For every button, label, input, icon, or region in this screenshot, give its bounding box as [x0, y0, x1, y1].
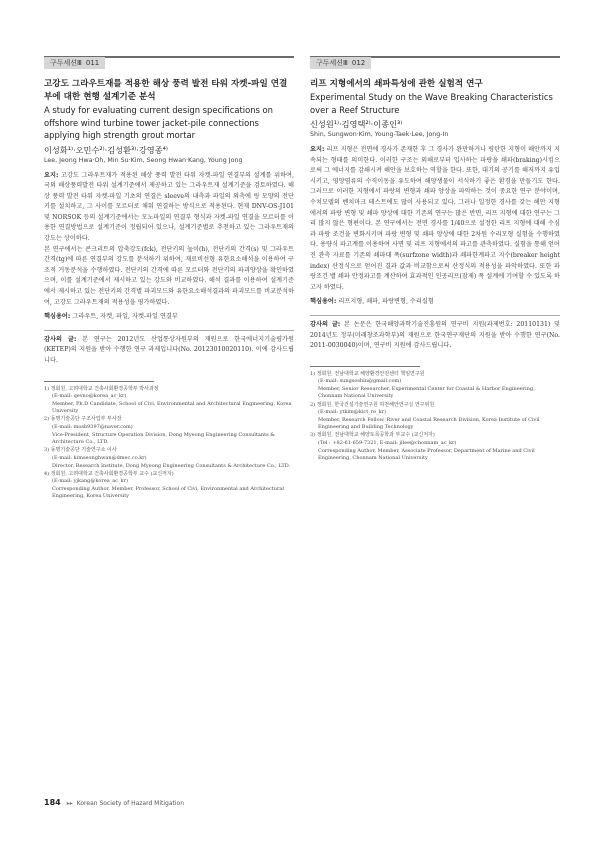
acknowledgement-text: 본 논문은 한국해양과학기술진흥원의 연구비 지원(과제번호: 20110131) 및 2014년도 정부(미래창조과학부)의 재원으로 한국연구재단의 지원을 받아 수행한 연구(No. 2011-0030040)이며, 연구비 지원에 감사드립니다.	[310, 320, 560, 350]
session-header-bar	[44, 56, 294, 70]
footnote-line: (E-mail: ytkim@kict_re_kr)	[318, 409, 386, 416]
footnote-heading: 3) 정회원, 전남대학교 해양토목공학과 부교수 (교신저자)	[310, 432, 435, 439]
acknowledgement-label: 감사의 글:	[310, 320, 341, 328]
acknowledgement	[310, 320, 560, 352]
footnote-line: Member, Research Fellow, River and Coastal Research Division, Korea Institute of Civil Engineering and Building Technology	[318, 416, 540, 431]
abstract-text-1: 고강도 그라우트재가 적용된 해상 풍력 발전 타워 자켓-파일 연결부의 설계를 위하여, 국외 해상풍력발전 타워 설계기준에서 제공하고 있는 그라우트재 설계기준을 검토하였다. 해상 풍력 발전 타워 자켓-파일 기초의 연결은 sleeve의 내측과 파일의 외측에 링 모양의 전단키를 설치하고, 그 사이를 모르터로 채워 연결하는 방식으로 적용된다. 현재 DNV-OS-J101 및 NORSOK 등의 설계기준에서는 모노파일의 연결부 형식과 자켓-파일 연결을 모르터를 이용한 연결방법으로 설계기준이 정립되어 있으나, 설계기준별로 추천하고 있는 그라우트재의 강도는 상이하다.	[44, 171, 294, 243]
session-number: 011	[85, 59, 100, 67]
right-column	[310, 56, 560, 463]
divider	[310, 315, 560, 316]
footnote-separator	[44, 381, 154, 382]
keywords-line	[310, 297, 560, 308]
keywords-text: 그라우트, 자켓, 파일, 자켓-파일 연결부	[70, 313, 178, 321]
footnote-line: Member, Ph.D Candidate, School of Civi, Environmental and Architectural Engineering, Korea University	[52, 400, 292, 415]
footnote-line: (E-mail: sungsoshin@gmail.com)	[318, 378, 402, 385]
footnote-separator	[310, 366, 420, 367]
paper-title-korean: 리프 지형에서의 쇄파특성에 관한 실험적 연구	[310, 79, 483, 89]
session-number: 012	[351, 59, 366, 67]
keywords-text: 리프지형, 쇄파, 파랑변형, 수리실험	[336, 298, 434, 306]
page-footer	[44, 790, 560, 806]
abstract-paragraph-2: 본 연구에서는 콘크리트의 압축강도(fck), 전단키의 높이(h), 전단키의 간격(s) 및 그라우트 간격(tg)에 따른 연결부의 강도를 분석하기 위하여, 재료비선형 유한요소해석을 이용하여 구조적 거동분석을 수행하였다. 전단키의 간격에 따른 모르터와 전단키의 파괴양상을 확인하였으며, 이를 설계기준에서 제시하고 있는 강도와 비교하였다. 해석 결과를 이용하여 설계기준에서 제시하고 있는 전단키의 간격별 파괴모드와 유한요소해석결과의 파괴모드를 비교분석하여, 고강도 그라우트재의 적용성을 평가하였다.	[44, 245, 294, 306]
left-column	[44, 56, 294, 502]
session-tag	[310, 57, 371, 69]
acknowledgement-label: 감사의 글:	[44, 335, 77, 343]
footnotes	[310, 371, 560, 463]
keywords-line	[44, 312, 294, 323]
paper-title-english: Experimental Study on the Wave Breaking Characteristics over a Reef Structure	[310, 92, 553, 115]
footnote-heading: 2) 정회원, 한국건설기술연구원 하천해안연구실 연구위원	[310, 401, 435, 408]
footnote	[44, 447, 294, 470]
footnote-heading: 4) 정회원, 고려대학교 건축사회환경공학부 교수 (교신저자)	[44, 470, 174, 477]
authors-english: Lee, Jeong Hwa·Oh, Min Su·Kim, Seong Hwan·Kang, Young Jong	[44, 156, 243, 164]
footnote-line: (Tel : +82-61-659-7321, E-mail: jilee@chonnam_ac_kr)	[318, 440, 457, 447]
footnote-line: Corresponding Author, Member, Associate Professor, Department of Marine and Civil Engineering, Chonnam National University	[318, 447, 535, 462]
acknowledgement-text: 본 연구는 2012년도 산업통상자원부의 재원으로 한국에너지기술평가원(KETEP)의 지원을 받아 수행한 연구 과제입니다(No. 20123010020110). 이에 감사드립니다.	[44, 335, 295, 364]
footnote-heading: 1) 정회원, 고려대학교 건축사회환경공학부 박사과정	[44, 385, 159, 392]
footnote-line: (E-mail: mosb9397@naver.com)	[52, 424, 133, 431]
footnote-line: Director, Research Institute, Dong Myeong Engineering Consultants & Architecture Co., LTD.	[52, 462, 291, 469]
abstract-label: 요지:	[310, 146, 325, 153]
footnote-heading: 2) 동명기술공단 구조사업부 부사장	[44, 416, 122, 423]
paper-title-korean: 고강도 그라우트재를 적용한 해상 풍력 발전 타워 자켓-파일 연결부에 대한 현행 설계기준 분석	[44, 79, 288, 102]
keywords-label: 핵심용어:	[44, 313, 71, 321]
footnote	[44, 471, 294, 501]
session-header-bar	[310, 56, 560, 70]
divider	[44, 330, 294, 331]
footnote-line: Member, Senior Researcher, Experimental Center for Coastal & Harbor Engineering, Chonnam National University	[318, 385, 535, 400]
paper-title-english: A study for evaluating current design specifications on offshore wind turbine tower jacket-pile connections applying high strength grout mortar	[44, 105, 273, 140]
abstract-label: 요지:	[44, 171, 59, 179]
footnotes	[44, 386, 294, 501]
session-tag	[44, 57, 105, 69]
keywords-label: 핵심용어:	[310, 298, 337, 306]
footnote-heading: 3) 동명기술공단 기술연구소 이사	[44, 447, 117, 454]
footnote	[310, 402, 560, 432]
footnote-line: (E-mail: kimseonghwan@dmec.co.kr)	[52, 454, 147, 461]
footnote	[44, 386, 294, 416]
footnote-line: (E-mail: yjkang@korea_ac_kr)	[52, 478, 128, 485]
footnote-line: (E-mail: qevno@korea_ac_kr)	[52, 393, 127, 400]
footnote	[44, 416, 294, 446]
session-label: 구두세션Ⅲ	[50, 59, 82, 67]
page-number: 184	[44, 798, 61, 807]
footnote-line: Vice-President, Structure Operation Division, Dong Myeong Engineering Consultants & Architecture Co., LTD.	[52, 431, 275, 446]
abstract-text-1: 리프 지형은 전면에 경사가 존재한 후 그 경사가 완만하거나 평탄한 지형이 해안까지 지속되는 형태를 의미한다. 이러한 구조는 외해로부터 입사하는 파랑을 쇄파(braking)시킴으로써 그 에너지를 감쇄시켜 해안을 보호하는 역할을 한다. 또한, 대기의 공기를 해저까지 유입시키고, 영양염류의 수직이동을 유도하여 해양생물이 서식하기 좋은 환경을 만들기도 한다. 그러므로 이러한 지형에서 파랑의 변형과 쇄파 양상을 파악하는 것이 중요한 연구 분야이며, 수치모델의 벤치마크 테스트에도 많이 사용되고 있다. 그러나 일정한 경사를 갖는 해안 지형에서의 파랑 변형 및 쇄파 양상에 대한 기존의 연구는 많은 반면, 리프 지형에 대한 연구는 그리 많지 않은 형편이다. 본 연구에서는 전면 경사를 1/40으로 설정한 리프 지형에 대해 수심과 파랑 조건을 변화시키며 파랑 변형 및 쇄파 양상에 대한 2차원 수리모형 실험을 수행하였다. 용량식 파고계를 이용하여 사면 및 리프 지형에서의 파고를 관측하였다. 실험을 통해 얻어진 관측 자료를 기존의 쇄파대 폭(surfzone width)과 쇄파한계파고 지수(breaker height index) 산정식으로 얻어진 결과 값과 비교함으로써 산정식의 적용성을 파악하였다. 또한 파랑조건 별 쇄파 안정파고를 계산하여 효과적인 인공리프(잠제) 폭 설계에 기여할 수 있도록 하고자 하였다.	[310, 146, 560, 291]
authors-english: Shin, Sungwon·Kim, Young-Taek·Lee, Jong-In	[310, 131, 449, 138]
authors-korean: 이성화¹⁾·오민수²⁾·김성환³⁾·강영종⁴⁾	[44, 144, 168, 155]
authors-korean: 신성원¹⁾·김영택²⁾·이종인³⁾	[310, 119, 403, 129]
journal-name: Korean Society of Hazard Mitigation	[76, 800, 185, 807]
session-label: 구두세션Ⅲ	[316, 59, 348, 67]
footnote	[310, 432, 560, 462]
footnote-line: Corresponding Author, Member, Professor, School of Civi, Environmental and Architectural Engineering, Korea University	[52, 485, 284, 500]
abstract-paragraph-1	[44, 171, 294, 245]
acknowledgement	[44, 335, 294, 367]
footer-arrow-icon: ▸▸	[66, 800, 73, 807]
abstract-paragraph-1	[310, 145, 560, 293]
footnote	[310, 371, 560, 401]
footnote-heading: 1) 정회원, 전남대학교 해양환경안전센터 책임연구원	[310, 370, 425, 377]
